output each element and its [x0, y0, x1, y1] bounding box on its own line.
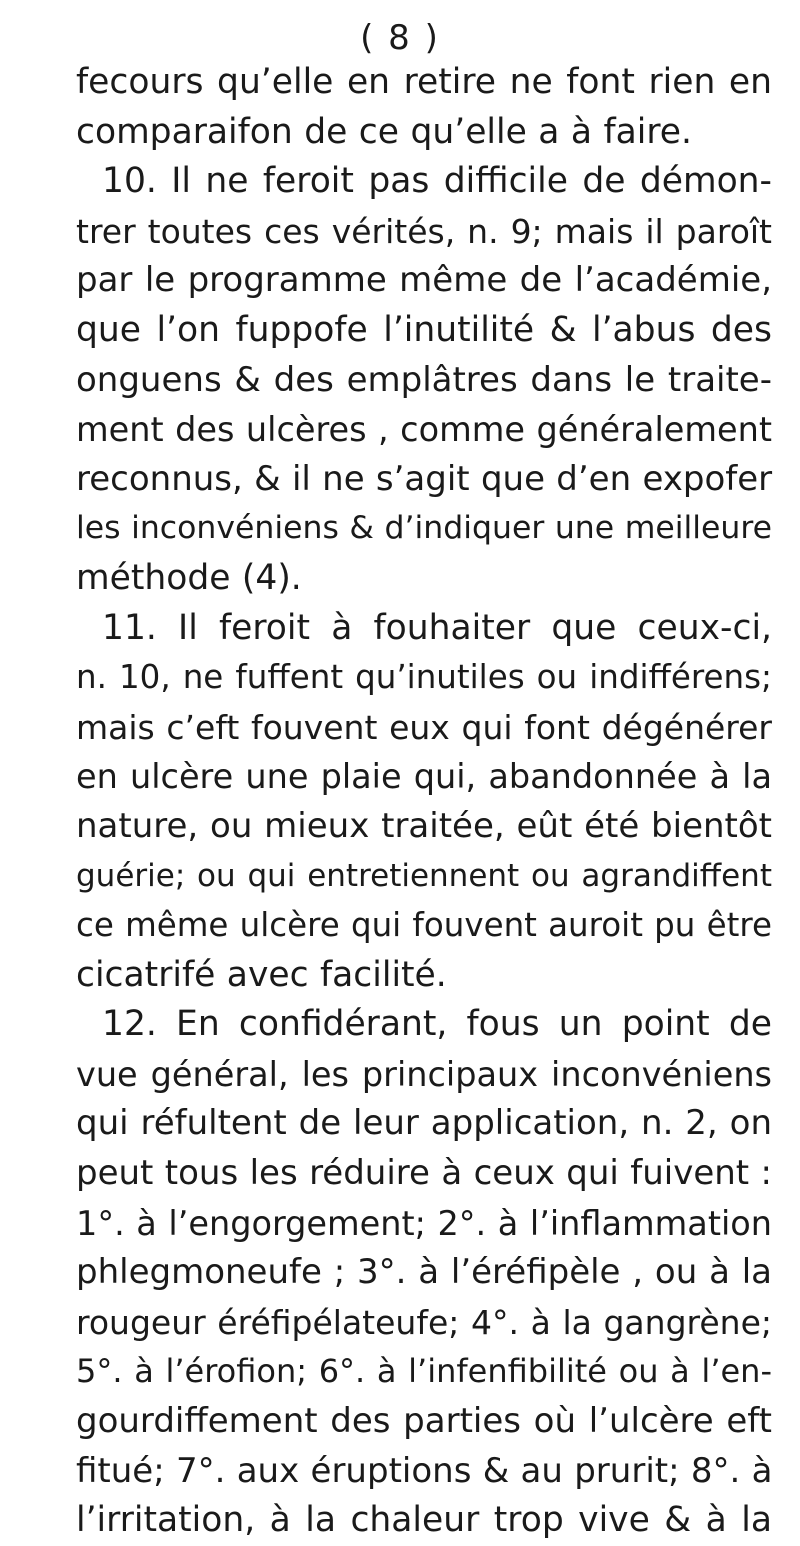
text-line: mais c’eft fouvent eux qui font dégénérer [76, 707, 772, 747]
text-line: ment des ulcères , comme généralement [76, 410, 772, 450]
text-line: comparaifon de ce qu’elle a à faire. [76, 111, 692, 152]
text-line: nature, ou mieux traitée, eût été bientôt [76, 805, 772, 846]
text-line: fecours qu’elle en retire ne font rien en [76, 62, 772, 102]
text-line: les inconvéniens & d’indiquer une meilleure [76, 510, 772, 547]
text-line: méthode (4). [76, 557, 302, 598]
text-line: trer toutes ces vérités, n. 9; mais il paroît [76, 211, 772, 251]
text-line: qui réfultent de leur application, n. 2, on [76, 1103, 772, 1144]
text-line: 12. En confidérant, fous un point de [102, 1004, 772, 1045]
text-line: vue général, les principaux inconvéniens [76, 1054, 772, 1094]
text-line: rougeur éréfipélateufe; 4°. à la gangrène; [76, 1302, 772, 1342]
text-line: 10. Il ne feroit pas difficile de démon- [102, 161, 772, 202]
text-line: cicatrifé avec facilité. [76, 954, 447, 995]
text-line: en ulcère une plaie qui, abandonnée à la [76, 757, 772, 797]
text-line: guérie; ou qui entretiennent ou agrandiffent [76, 857, 772, 894]
text-line: que l’on fuppofe l’inutilité & l’abus des [76, 309, 772, 350]
page-number: ( 8 ) [360, 18, 440, 58]
text-line: ce même ulcère qui fouvent auroit pu être [76, 906, 772, 945]
text-line: par le programme même de l’académie, [76, 260, 772, 301]
text-line: peut tous les réduire à ceux qui fuivent : [76, 1153, 772, 1194]
text-line: gourdiffement des parties où l’ulcère eft [76, 1401, 772, 1442]
text-line: l’irritation, à la chaleur trop vive & à la [76, 1500, 772, 1541]
text-line: fitué; 7°. aux éruptions & au prurit; 8°. à [76, 1450, 773, 1491]
text-line: 5°. à l’érofion; 6°. à l’infenfibilité ou à l’en- [76, 1352, 772, 1391]
text-line: reconnus, & il ne s’agit que d’en expofer [76, 458, 773, 499]
text-line: 11. Il feroit à fouhaiter que ceux-ci, [102, 607, 772, 648]
text-line: 1°. à l’engorgement; 2°. à l’inflammation [76, 1203, 772, 1243]
text-line: n. 10, ne fuffent qu’inutiles ou indifférens; [76, 658, 772, 697]
text-line: phlegmoneufe ; 3°. à l’éréfipèle , ou à la [76, 1252, 772, 1293]
body-text [0, 58, 800, 1546]
text-line: onguens & des emplâtres dans le traite- [76, 359, 772, 400]
